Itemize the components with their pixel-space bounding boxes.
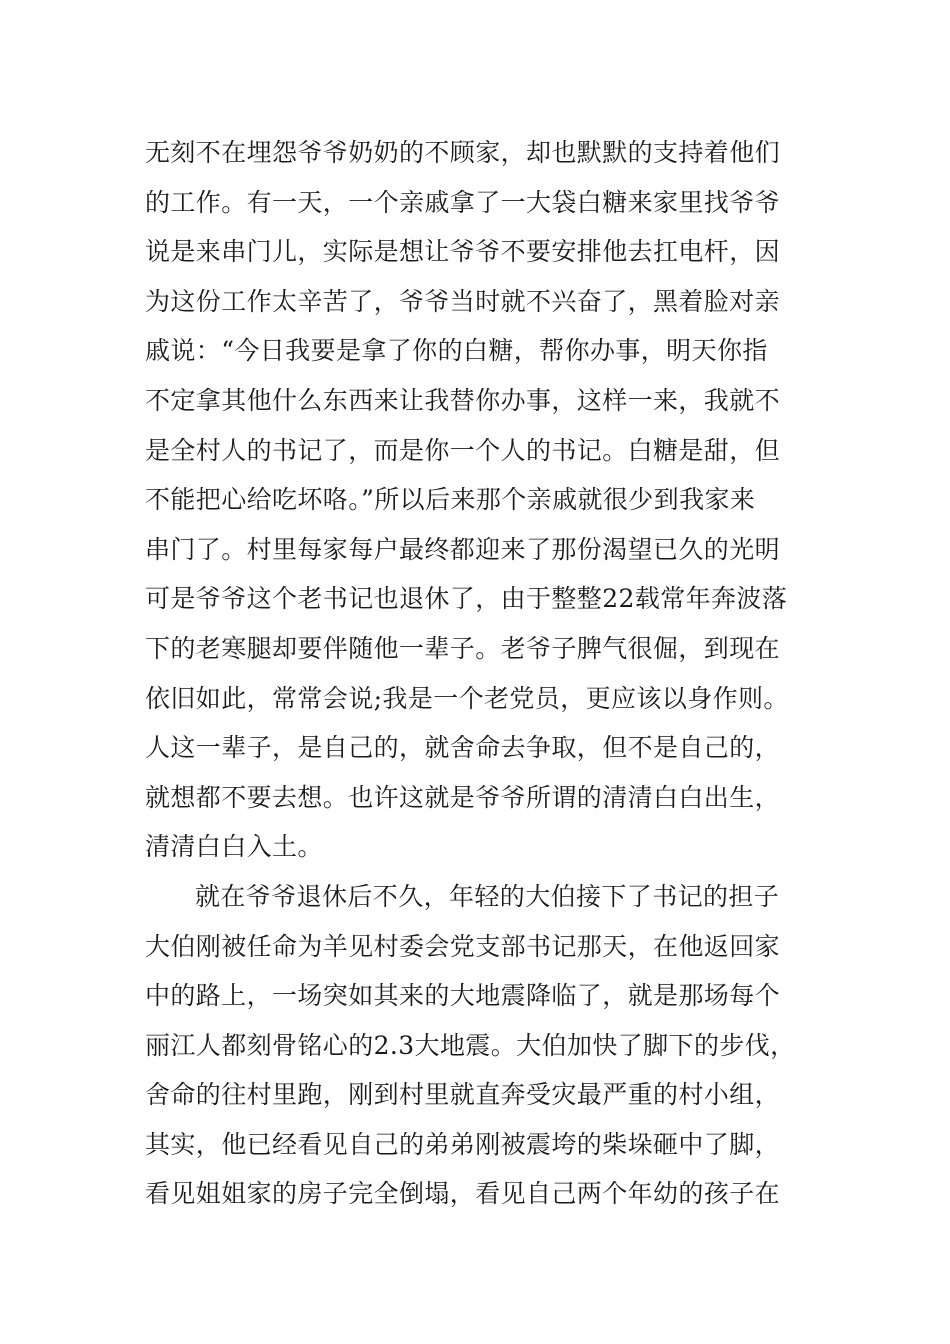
- text-line: 中的路上，一场突如其来的大地震降临了，就是那场每个: [145, 981, 781, 1011]
- text-line: 清清白白入土。: [145, 832, 323, 862]
- text-line: 就想都不要去想。也许这就是爷爷所谓的清清白白出生，: [145, 782, 781, 812]
- text-line: 不能把心给吃坏咯。”所以后来那个亲戚就很少到我家来: [145, 485, 756, 515]
- text-line: 是全村人的书记了，而是你一个人的书记。白糖是甜，但: [145, 435, 781, 465]
- text-line: 依旧如此，常常会说;我是一个老党员，更应该以身作则。: [145, 683, 789, 713]
- text-line: 戚说：“今日我要是拿了你的白糖，帮你办事，明天你指: [145, 336, 768, 366]
- text-line: 下的老寒腿却要伴随他一辈子。老爷子脾气很倔，到现在: [145, 633, 781, 663]
- text-line: 大伯刚被任命为羊见村委会党支部书记那天，在他返回家: [145, 931, 781, 961]
- paragraph-1: [145, 128, 815, 872]
- text-line: 串门了。村里每家每户最终都迎来了那份渴望已久的光明: [145, 534, 781, 564]
- paragraph-2: [145, 872, 815, 1219]
- text-line: 舍命的往村里跑，刚到村里就直奔受灾最严重的村小组，: [145, 1080, 781, 1110]
- text-line: 为这份工作太辛苦了，爷爷当时就不兴奋了，黑着脸对亲: [145, 286, 781, 316]
- text-line: 无刻不在埋怨爷爷奶奶的不顾家，却也默默的支持着他们: [145, 138, 781, 167]
- text-line: 看见姐姐家的房子完全倒塌，看见自己两个年幼的孩子在: [145, 1179, 781, 1209]
- text-line: 人这一辈子，是自己的，就舍命去争取，但不是自己的，: [145, 733, 781, 763]
- text-line-indented: 就在爷爷退休后不久，年轻的大伯接下了书记的担子: [195, 881, 780, 911]
- text-line: 其实，他已经看见自己的弟弟刚被震垮的柴垛砸中了脚，: [145, 1129, 781, 1159]
- text-line: 丽江人都刻骨铭心的2.3大地震。大伯加快了脚下的步伐，: [145, 1030, 796, 1060]
- text-line: 的工作。有一天，一个亲戚拿了一大袋白糖来家里找爷爷: [145, 187, 781, 217]
- body-text: [145, 128, 815, 1219]
- text-line: 说是来串门儿，实际是想让爷爷不要安排他去扛电杆，因: [145, 237, 781, 267]
- text-line: 不定拿其他什么东西来让我替你办事，这样一来，我就不: [145, 385, 781, 415]
- text-line: 可是爷爷这个老书记也退休了，由于整整22载常年奔波落: [145, 584, 788, 614]
